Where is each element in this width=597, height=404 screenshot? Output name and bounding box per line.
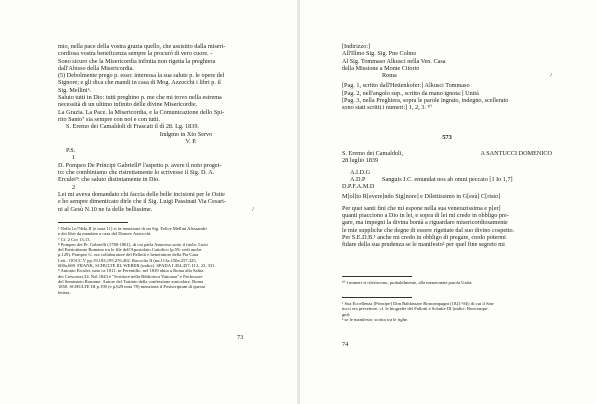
footnote-line: ¹ Sua Eccellenza [Principe] Don Baldassare Boncompagni (1821-94): di cui il San- bbox=[342, 301, 495, 306]
left-footnotes bbox=[58, 226, 254, 295]
left-body-text bbox=[58, 43, 254, 213]
invocation-row bbox=[342, 176, 552, 183]
ps-label: P.S. bbox=[66, 147, 76, 155]
footnote-line: 1850. SCHULTE III p.190 (e p.629 nota 78) menziona il Postscriptum di questa bbox=[58, 284, 205, 290]
text-line: Signore; e gli dica che mandi in casa di Mog. Azzocchi i libri p. il bbox=[58, 79, 221, 87]
text-line: Per quei santi fini che mi espone nella sua venerazissima e p[er] bbox=[342, 204, 501, 212]
invocation-line: D.P.F.A.M.D bbox=[342, 183, 375, 191]
invocation-line: A.D.P bbox=[350, 175, 366, 183]
footnote-line: tucci era precettore, cf. le biografie del Pallotti e Schulte III (indici: Boncompa- bbox=[342, 306, 489, 312]
right-footnote-top bbox=[342, 280, 552, 285]
right-footnotes bbox=[342, 301, 552, 322]
salutation: M[ol]to R[evere]ndo Sig[nore] e Dilettissimo in G[esù] C[risto] bbox=[342, 193, 501, 201]
ps-text: ni al Gesù N.10 ne fa delle bellissime. bbox=[58, 205, 153, 213]
text-line: rito Santo⁷ sia sempre con noi e con tutti. bbox=[58, 115, 160, 123]
page-number-right: 74 bbox=[342, 341, 349, 348]
footnote-line: ¹⁰ I numeri si riferiscono, probabilmente, alla menzionata parola Unità. bbox=[342, 280, 473, 285]
address-line: [Indirizzo:] bbox=[342, 43, 371, 50]
footnote-line: del Patriottismo Romano tra le file dell'Apostolato Cattolico (p.59; vedi anche bbox=[58, 247, 202, 253]
ps-text-line: Erculei⁹: che saluto distintamente in Dio. bbox=[58, 176, 160, 184]
ps-text-line: Lei mi aveva domandato chi faccia delle belle incisioni per le Ostie bbox=[58, 190, 225, 198]
ps-number-1: 1 bbox=[72, 154, 76, 162]
text-line: (5) Debolmente prego p. esso: interessa la sua salute p. le opere del bbox=[58, 72, 225, 80]
ps-text-line-last bbox=[58, 206, 254, 213]
letter-place: S. Eremo dei Camaldoli, bbox=[342, 150, 404, 157]
signoff-place-date: S. Eremo dei Camaldoli di Frascati il dì 28. Lg. 1839. bbox=[66, 123, 200, 131]
invocation-line: A.I.D.G bbox=[350, 168, 371, 176]
address-city: Roma bbox=[382, 72, 397, 80]
footnote-line: del Seminario Romano. Autore del Trattato della confessione auricolare, Roma bbox=[58, 278, 204, 284]
signoff-servant: Indgmo in Xto Servo bbox=[159, 130, 213, 138]
place-recipient-row bbox=[342, 150, 552, 157]
text-line: Saluto tutti in Dio: tutti preghino p. me che mi trovo nella estrema bbox=[58, 94, 222, 102]
footnote-rule bbox=[58, 222, 128, 223]
footnote-line: Lett.: OOCC V pp.19,183,195,276,402. Raccolta II (nn.113a,150a,257,325, bbox=[58, 257, 197, 263]
text-line: le mie suppliche che degne di essere rigettate dal suo divino cospetto. bbox=[342, 226, 515, 234]
footnote-rule bbox=[342, 276, 412, 277]
letter-header bbox=[342, 150, 552, 249]
footnote-line: ⁸ Pompeo dei Pr. Gabrielli (1780-1861), di cui parla Amoroso sotto il titolo: Luisi bbox=[58, 241, 208, 247]
page-note: sono stati scritti i numeri:] 1, 2, 3. ¹⁰ bbox=[342, 104, 432, 112]
footnote-line: ⁶ Nella l.n°564a II (e nota 11) si fa menzione di un Sig. Felice Mellini Alessandri bbox=[58, 226, 207, 231]
address-line: All'Illmo Sig. Sig. Pne Colmo bbox=[342, 50, 417, 58]
text-line: mio, nella pace della vostra grazia quello, che assistito dalla miseri- bbox=[58, 43, 226, 50]
page-note: [Pag. 1, scritto dall'Hettenkofer:] Alkusci Tommaso bbox=[342, 82, 470, 90]
ps-number-2: 2 bbox=[72, 183, 76, 191]
text-line: cordiosa vostra beneficenza sempre la procurò di vero cuore. - bbox=[58, 50, 213, 58]
footnote-line: ⁷ Cf. 2 Cor 13,13. bbox=[58, 236, 91, 242]
page-number-left: 73 bbox=[237, 334, 244, 341]
footnote-line: ⁹ Antonio Erculei, nato ca 1811, in Ferentillo, nel 1839 abita a Roma alla Salita bbox=[58, 268, 204, 274]
text-line: Per S.E.D.B.¹ anche mi credo in obbligo di pregare, credo potermi bbox=[342, 233, 506, 241]
text-line: quanti piacciono a Dio in lei, e sopra di lei mi credo in obbligo pre- bbox=[342, 212, 509, 220]
address-block bbox=[342, 43, 552, 112]
sanguis-line: Sanguis J.C. emundat nos ab omni peccato [1 Io 1,7] bbox=[382, 175, 513, 183]
ps-text-line: D. Pompeo De Principi Gabrielli⁸ l'aspetto p. avere il noto proget- bbox=[58, 161, 222, 169]
text-line: La Grazia. La Pace. la Misericordia, e la Comunicazione dello Spi- bbox=[58, 108, 225, 116]
line-end-slash: / bbox=[550, 72, 552, 80]
text-line: Sono sicuro che la Misericordia infinita non rigetta la preghiera bbox=[58, 57, 216, 65]
text-line: fidare della sua prudenza se le manifesto² per quel fine segreto mi bbox=[342, 241, 505, 249]
footnote-line: gni). bbox=[342, 311, 351, 317]
left-page bbox=[0, 0, 297, 404]
text-line: dall'Abisso della Misericordia. bbox=[58, 64, 134, 72]
footnote-rule bbox=[342, 297, 412, 298]
signoff-initials: V. P. bbox=[185, 137, 197, 145]
address-line: della Missione a Monte Citorio bbox=[342, 64, 420, 72]
address-line: Al Sig. Tommaso Alkusci nella Ven. Casa bbox=[342, 57, 446, 65]
letter-date: 28 luglio 1839 bbox=[342, 157, 379, 165]
footnote-line: e dei libri da mandare a casa del Donore Azzocchi. bbox=[58, 231, 152, 237]
page-note: [Pag. 2, nell'angolo sup., scritto da mano ignota:] Unità bbox=[342, 89, 479, 97]
footnote-line: lettera. bbox=[58, 289, 71, 295]
footnote-line: 600a,669. FRANK, SCHULTE III, WEBER (indici). SPADA I 454,457; II 2, 23, 331. bbox=[58, 263, 216, 269]
letter-recipient: A SANTUCCI DOMENICO bbox=[480, 150, 552, 157]
ps-text-line: to: che combiniamo che ristrettamente lo scrivesse il Sig. D. A. bbox=[58, 169, 215, 177]
ps-text-line: e ho sempre dimenticato dirle che il Sig. Luigi Passinati Via Cesari- bbox=[58, 198, 226, 206]
text-line: gare, ma impegni la divina bontà a riguardare misericordiosamente bbox=[342, 219, 508, 227]
page-note: [Pag. 3, nella Preghiera, sopra le parole ingrato, indegno, scellerato bbox=[342, 97, 509, 105]
address-line-last bbox=[342, 72, 552, 79]
footnote-line: dei Crescenzi,34. Nel 1843 è "Scrittore nella Biblioteca Vaticana" e Professore bbox=[58, 273, 203, 279]
line-end-slash: / bbox=[252, 205, 254, 213]
footnote-line: p.129). Pompeo G. era collaboratore del Pallotti e benefattore della Pia Casa bbox=[58, 252, 199, 258]
footnote-line: ² se le manifesto: scritto tra le righe. bbox=[342, 316, 409, 322]
text-line: necessità di un ultimo infinito delle divine Misericordie. bbox=[58, 101, 198, 109]
letter-number: 573 bbox=[442, 134, 452, 141]
right-page bbox=[300, 0, 597, 404]
text-line: Sig. Mellini⁶. bbox=[58, 86, 92, 94]
